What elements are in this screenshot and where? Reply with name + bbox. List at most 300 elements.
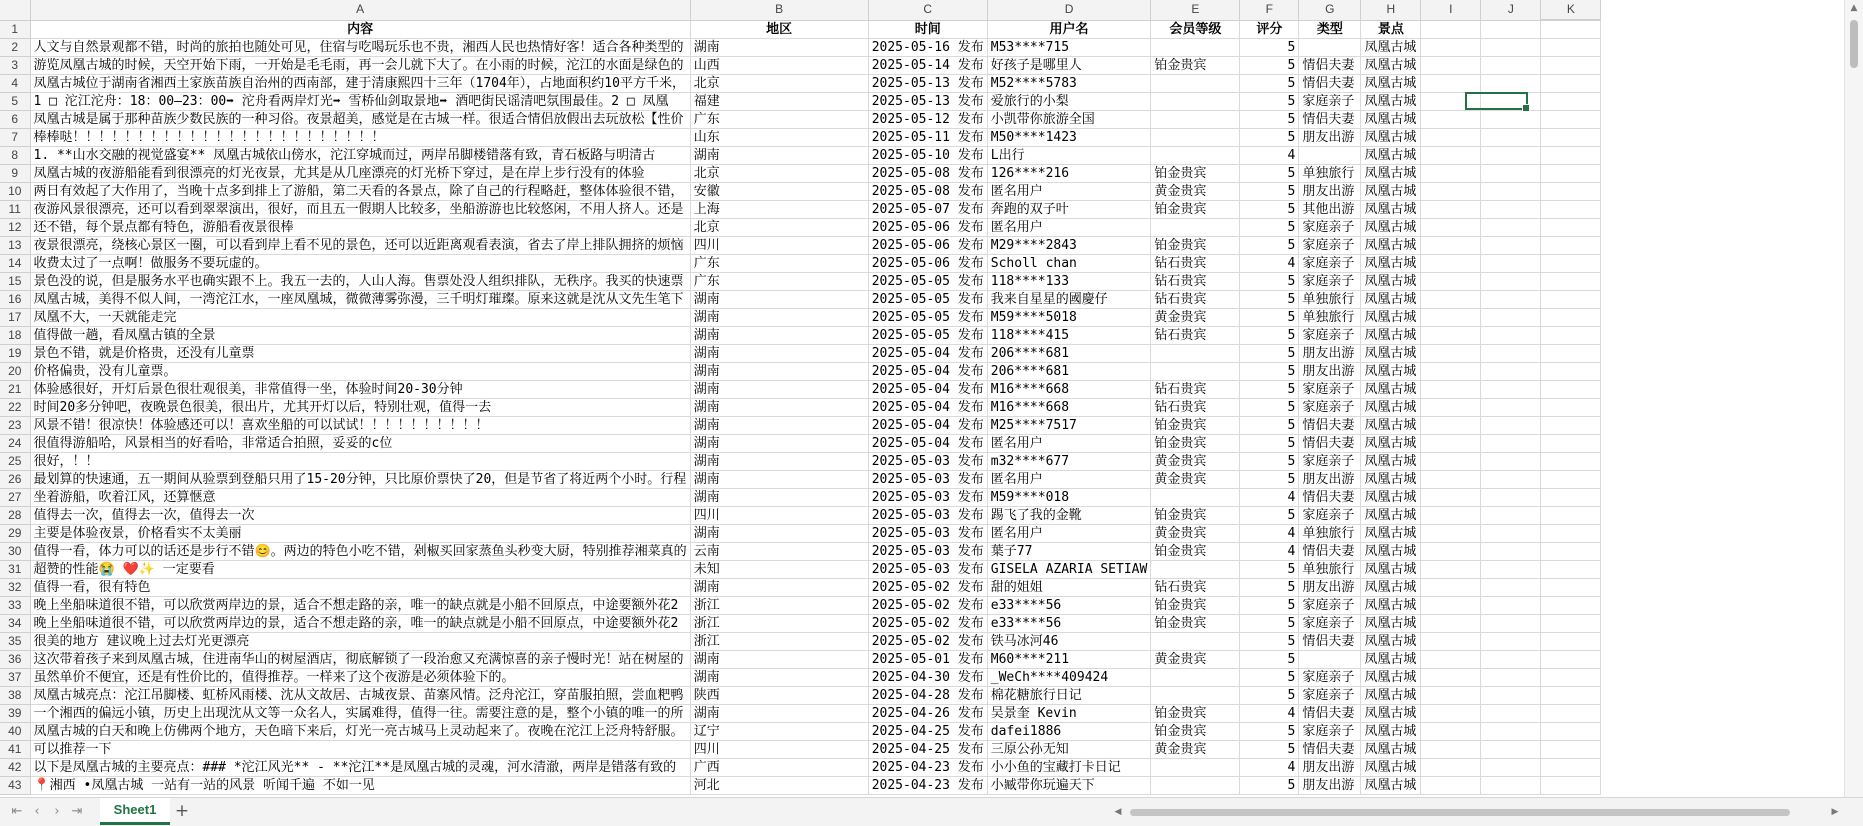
cell-c[interactable]: 2025-05-03 发布 — [868, 507, 987, 525]
cell-a[interactable]: 凤凰古城位于湖南省湘西土家族苗族自治州的西南部，建于清康熙四十三年（1704年），占地面积约10平方千米， — [30, 75, 690, 93]
cell-h[interactable]: 凤凰古城 — [1361, 543, 1421, 561]
cell-b[interactable]: 山东 — [690, 129, 868, 147]
cell-c[interactable]: 2025-05-04 发布 — [868, 417, 987, 435]
horizontal-scroll-thumb[interactable] — [1130, 809, 1790, 816]
cell-i[interactable] — [1421, 111, 1481, 129]
column-header-g[interactable]: G — [1299, 0, 1361, 20]
cell-a[interactable]: 最划算的快速通，五一期间从验票到登船只用了15-20分钟，只比原价票快了20，但是节省了将近两个小时。行程 — [30, 471, 690, 489]
cell-i[interactable] — [1421, 435, 1481, 453]
cell-c[interactable]: 2025-05-06 发布 — [868, 255, 987, 273]
row-header[interactable]: 6 — [0, 111, 30, 129]
cell-i[interactable] — [1421, 543, 1481, 561]
scroll-up-icon[interactable]: ▲ — [1850, 3, 1858, 13]
cell-k[interactable] — [1541, 93, 1601, 111]
cell-d[interactable]: 206****681 — [987, 363, 1151, 381]
cell-e[interactable]: 铂金贵宾 — [1151, 57, 1240, 75]
cell-c[interactable]: 2025-04-23 发布 — [868, 777, 987, 795]
row-header[interactable]: 34 — [0, 615, 30, 633]
sheet-tab-sheet1[interactable]: Sheet1 — [100, 798, 170, 825]
cell-j[interactable] — [1481, 201, 1541, 219]
cell-b[interactable]: 湖南 — [690, 453, 868, 471]
cell-g[interactable]: 家庭亲子 — [1299, 453, 1361, 471]
cell-g[interactable]: 朋友出游 — [1299, 183, 1361, 201]
cell-j[interactable] — [1481, 237, 1541, 255]
header-cell-i[interactable] — [1421, 20, 1481, 39]
cell-j[interactable] — [1481, 435, 1541, 453]
cell-g[interactable]: 情侣夫妻 — [1299, 741, 1361, 759]
cell-f[interactable]: 5 — [1240, 453, 1299, 471]
cell-i[interactable] — [1421, 651, 1481, 669]
cell-i[interactable] — [1421, 273, 1481, 291]
cell-e[interactable]: 铂金贵宾 — [1151, 615, 1240, 633]
cell-j[interactable] — [1481, 687, 1541, 705]
cell-c[interactable]: 2025-05-13 发布 — [868, 75, 987, 93]
cell-e[interactable]: 铂金贵宾 — [1151, 597, 1240, 615]
cell-b[interactable]: 湖南 — [690, 651, 868, 669]
vertical-scrollbar[interactable] — [1844, 0, 1863, 797]
row-header[interactable]: 33 — [0, 597, 30, 615]
cell-h[interactable]: 凤凰古城 — [1361, 93, 1421, 111]
cell-d[interactable]: Scholl chan — [987, 255, 1151, 273]
row-header[interactable]: 16 — [0, 291, 30, 309]
cell-c[interactable]: 2025-05-05 发布 — [868, 273, 987, 291]
cell-d[interactable]: 小臧带你玩遍天下 — [987, 777, 1151, 795]
cell-e[interactable]: 黄金贵宾 — [1151, 471, 1240, 489]
cell-b[interactable]: 湖南 — [690, 327, 868, 345]
cell-k[interactable] — [1541, 165, 1601, 183]
column-header-f[interactable]: F — [1240, 0, 1299, 20]
cell-e[interactable]: 铂金贵宾 — [1151, 435, 1240, 453]
cell-f[interactable]: 5 — [1240, 165, 1299, 183]
cell-f[interactable]: 5 — [1240, 597, 1299, 615]
column-header-h[interactable]: H — [1361, 0, 1421, 20]
cell-c[interactable]: 2025-04-23 发布 — [868, 759, 987, 777]
cell-a[interactable]: 1. **山水交融的视觉盛宴** 凤凰古城依山傍水，沱江穿城而过，两岸吊脚楼错落有致，青石板路与明清古 — [30, 147, 690, 165]
cell-h[interactable]: 凤凰古城 — [1361, 201, 1421, 219]
cell-k[interactable] — [1541, 363, 1601, 381]
cell-g[interactable] — [1299, 39, 1361, 57]
cell-g[interactable]: 朋友出游 — [1299, 345, 1361, 363]
cell-i[interactable] — [1421, 471, 1481, 489]
cell-e[interactable] — [1151, 633, 1240, 651]
cell-i[interactable] — [1421, 633, 1481, 651]
cell-d[interactable]: 甜的姐姐 — [987, 579, 1151, 597]
cell-d[interactable]: 匿名用户 — [987, 525, 1151, 543]
cell-f[interactable]: 5 — [1240, 723, 1299, 741]
cell-c[interactable]: 2025-05-07 发布 — [868, 201, 987, 219]
cell-f[interactable]: 5 — [1240, 687, 1299, 705]
cell-c[interactable]: 2025-04-30 发布 — [868, 669, 987, 687]
row-header[interactable]: 5 — [0, 93, 30, 111]
cell-k[interactable] — [1541, 435, 1601, 453]
cell-a[interactable]: 两日有效起了大作用了，当晚十点多到排上了游船，第二天看的各景点，除了自己的行程略赶，整体体验很不错， — [30, 183, 690, 201]
cell-c[interactable]: 2025-04-28 发布 — [868, 687, 987, 705]
cell-a[interactable]: 很美的地方 建议晚上过去灯光更漂亮 — [30, 633, 690, 651]
cell-e[interactable]: 铂金贵宾 — [1151, 543, 1240, 561]
cell-i[interactable] — [1421, 759, 1481, 777]
cell-j[interactable] — [1481, 345, 1541, 363]
next-sheet-icon[interactable]: › — [54, 804, 60, 819]
cell-i[interactable] — [1421, 201, 1481, 219]
cell-c[interactable]: 2025-05-13 发布 — [868, 93, 987, 111]
cell-i[interactable] — [1421, 219, 1481, 237]
cell-k[interactable] — [1541, 75, 1601, 93]
cell-a[interactable]: 夜景很漂亮，绕核心景区一圈，可以看到岸上看不见的景色，还可以近距离观看表演，省去了岸上排队拥挤的烦恼 — [30, 237, 690, 255]
row-header[interactable]: 35 — [0, 633, 30, 651]
cell-j[interactable] — [1481, 741, 1541, 759]
cell-g[interactable]: 家庭亲子 — [1299, 381, 1361, 399]
column-header-d[interactable]: D — [987, 0, 1151, 20]
cell-c[interactable]: 2025-05-11 发布 — [868, 129, 987, 147]
cell-c[interactable]: 2025-05-03 发布 — [868, 561, 987, 579]
cell-h[interactable]: 凤凰古城 — [1361, 687, 1421, 705]
column-header-b[interactable]: B — [690, 0, 868, 20]
cell-g[interactable]: 朋友出游 — [1299, 579, 1361, 597]
cell-a[interactable]: 这次带着孩子来到凤凰古城，住进南华山的树屋酒店，彻底解锁了一段治愈又充满惊喜的亲子慢时光！站在树屋的 — [30, 651, 690, 669]
cell-e[interactable] — [1151, 345, 1240, 363]
cell-c[interactable]: 2025-05-02 发布 — [868, 597, 987, 615]
cell-d[interactable]: M16****668 — [987, 399, 1151, 417]
cell-k[interactable] — [1541, 741, 1601, 759]
cell-j[interactable] — [1481, 327, 1541, 345]
row-header[interactable]: 15 — [0, 273, 30, 291]
cell-c[interactable]: 2025-05-06 发布 — [868, 237, 987, 255]
cell-h[interactable]: 凤凰古城 — [1361, 165, 1421, 183]
cell-g[interactable]: 家庭亲子 — [1299, 687, 1361, 705]
cell-g[interactable]: 朋友出游 — [1299, 363, 1361, 381]
cell-b[interactable]: 未知 — [690, 561, 868, 579]
cell-h[interactable]: 凤凰古城 — [1361, 597, 1421, 615]
cell-h[interactable]: 凤凰古城 — [1361, 75, 1421, 93]
row-header[interactable]: 29 — [0, 525, 30, 543]
cell-h[interactable]: 凤凰古城 — [1361, 417, 1421, 435]
cell-j[interactable] — [1481, 219, 1541, 237]
cell-a[interactable]: 可以推荐一下 — [30, 741, 690, 759]
cell-d[interactable]: 118****415 — [987, 327, 1151, 345]
cell-i[interactable] — [1421, 345, 1481, 363]
cell-g[interactable]: 单独旅行 — [1299, 525, 1361, 543]
cell-c[interactable]: 2025-05-05 发布 — [868, 291, 987, 309]
cell-a[interactable]: 凤凰古城的白天和晚上仿佛两个地方，天色暗下来后，灯光一亮古城马上灵动起来了。夜晚在沱江上泛舟特舒服。 — [30, 723, 690, 741]
cell-k[interactable] — [1541, 597, 1601, 615]
cell-c[interactable]: 2025-05-16 发布 — [868, 39, 987, 57]
cell-j[interactable] — [1481, 471, 1541, 489]
cell-i[interactable] — [1421, 291, 1481, 309]
cell-g[interactable]: 情侣夫妻 — [1299, 705, 1361, 723]
row-header[interactable]: 21 — [0, 381, 30, 399]
cell-h[interactable]: 凤凰古城 — [1361, 39, 1421, 57]
cell-g[interactable]: 家庭亲子 — [1299, 597, 1361, 615]
cell-j[interactable] — [1481, 453, 1541, 471]
cell-g[interactable]: 朋友出游 — [1299, 129, 1361, 147]
cell-g[interactable] — [1299, 651, 1361, 669]
row-header[interactable]: 25 — [0, 453, 30, 471]
cell-j[interactable] — [1481, 705, 1541, 723]
select-all-corner[interactable] — [0, 0, 30, 20]
cell-j[interactable] — [1481, 507, 1541, 525]
cell-i[interactable] — [1421, 777, 1481, 795]
row-header[interactable]: 40 — [0, 723, 30, 741]
scroll-left-icon[interactable]: ◀ — [1114, 807, 1122, 817]
cell-a[interactable]: 夜游风景很漂亮，还可以看到翠翠演出，很好，而且五一假期人比较多，坐船游游也比较悠闲，不用人挤人。还是 — [30, 201, 690, 219]
cell-k[interactable] — [1541, 147, 1601, 165]
row-header[interactable]: 14 — [0, 255, 30, 273]
cell-k[interactable] — [1541, 579, 1601, 597]
cell-c[interactable]: 2025-05-03 发布 — [868, 525, 987, 543]
cell-h[interactable]: 凤凰古城 — [1361, 309, 1421, 327]
cell-f[interactable]: 5 — [1240, 111, 1299, 129]
cell-j[interactable] — [1481, 417, 1541, 435]
cell-a[interactable]: 值得做一趟，看凤凰古镇的全景 — [30, 327, 690, 345]
cell-b[interactable]: 广西 — [690, 759, 868, 777]
cell-i[interactable] — [1421, 561, 1481, 579]
cell-c[interactable]: 2025-05-05 发布 — [868, 309, 987, 327]
cell-k[interactable] — [1541, 111, 1601, 129]
cell-h[interactable]: 凤凰古城 — [1361, 111, 1421, 129]
cell-c[interactable]: 2025-05-12 发布 — [868, 111, 987, 129]
cell-c[interactable]: 2025-05-02 发布 — [868, 633, 987, 651]
cell-c[interactable]: 2025-05-05 发布 — [868, 327, 987, 345]
cell-g[interactable]: 家庭亲子 — [1299, 273, 1361, 291]
row-header[interactable]: 37 — [0, 669, 30, 687]
cell-j[interactable] — [1481, 525, 1541, 543]
row-header[interactable]: 27 — [0, 489, 30, 507]
cell-d[interactable]: e33****56 — [987, 615, 1151, 633]
cell-k[interactable] — [1541, 309, 1601, 327]
cell-h[interactable]: 凤凰古城 — [1361, 435, 1421, 453]
cell-b[interactable]: 湖南 — [690, 669, 868, 687]
cell-i[interactable] — [1421, 525, 1481, 543]
cell-b[interactable]: 北京 — [690, 165, 868, 183]
horizontal-scrollbar[interactable] — [1110, 804, 1843, 820]
row-header[interactable]: 8 — [0, 147, 30, 165]
cell-g[interactable]: 情侣夫妻 — [1299, 543, 1361, 561]
cell-f[interactable]: 5 — [1240, 561, 1299, 579]
cell-c[interactable]: 2025-05-03 发布 — [868, 471, 987, 489]
cell-i[interactable] — [1421, 741, 1481, 759]
cell-j[interactable] — [1481, 57, 1541, 75]
cell-d[interactable]: 棉花糖旅行日记 — [987, 687, 1151, 705]
cell-h[interactable]: 凤凰古城 — [1361, 219, 1421, 237]
cell-b[interactable]: 湖南 — [690, 345, 868, 363]
cell-h[interactable]: 凤凰古城 — [1361, 291, 1421, 309]
last-sheet-icon[interactable]: ⇥ — [71, 804, 83, 819]
cell-k[interactable] — [1541, 471, 1601, 489]
cell-g[interactable]: 单独旅行 — [1299, 165, 1361, 183]
cell-k[interactable] — [1541, 453, 1601, 471]
cell-c[interactable]: 2025-05-04 发布 — [868, 345, 987, 363]
cell-k[interactable] — [1541, 777, 1601, 795]
cell-c[interactable]: 2025-04-25 发布 — [868, 723, 987, 741]
row-header[interactable]: 23 — [0, 417, 30, 435]
cell-g[interactable]: 家庭亲子 — [1299, 219, 1361, 237]
cell-e[interactable]: 铂金贵宾 — [1151, 165, 1240, 183]
cell-b[interactable]: 广东 — [690, 273, 868, 291]
cell-d[interactable]: 好孩子是哪里人 — [987, 57, 1151, 75]
header-cell-d[interactable]: 用户名 — [987, 20, 1151, 39]
cell-f[interactable]: 5 — [1240, 75, 1299, 93]
cell-b[interactable]: 浙江 — [690, 615, 868, 633]
cell-j[interactable] — [1481, 129, 1541, 147]
cell-b[interactable]: 福建 — [690, 93, 868, 111]
row-header[interactable]: 9 — [0, 165, 30, 183]
cell-e[interactable]: 钻石贵宾 — [1151, 273, 1240, 291]
cell-d[interactable]: 爱旅行的小梨 — [987, 93, 1151, 111]
cell-k[interactable] — [1541, 327, 1601, 345]
cell-b[interactable]: 山西 — [690, 57, 868, 75]
cell-d[interactable]: _WeCh****409424 — [987, 669, 1151, 687]
cell-i[interactable] — [1421, 615, 1481, 633]
cell-e[interactable] — [1151, 489, 1240, 507]
cell-h[interactable]: 凤凰古城 — [1361, 759, 1421, 777]
cell-b[interactable]: 湖南 — [690, 489, 868, 507]
cell-d[interactable]: M59****5018 — [987, 309, 1151, 327]
cell-h[interactable]: 凤凰古城 — [1361, 471, 1421, 489]
cell-i[interactable] — [1421, 417, 1481, 435]
cell-i[interactable] — [1421, 57, 1481, 75]
cell-b[interactable]: 陕西 — [690, 687, 868, 705]
cell-a[interactable]: 值得去一次，值得去一次，值得去一次 — [30, 507, 690, 525]
cell-b[interactable]: 湖南 — [690, 417, 868, 435]
cell-f[interactable]: 5 — [1240, 129, 1299, 147]
scroll-right-icon[interactable]: ▶ — [1831, 807, 1839, 817]
cell-e[interactable] — [1151, 363, 1240, 381]
cell-h[interactable]: 凤凰古城 — [1361, 147, 1421, 165]
cell-i[interactable] — [1421, 39, 1481, 57]
cell-d[interactable]: 匿名用户 — [987, 471, 1151, 489]
cell-h[interactable]: 凤凰古城 — [1361, 57, 1421, 75]
cell-d[interactable]: 吴景奎 Kevin — [987, 705, 1151, 723]
cell-i[interactable] — [1421, 579, 1481, 597]
cell-c[interactable]: 2025-05-04 发布 — [868, 381, 987, 399]
cell-c[interactable]: 2025-05-03 发布 — [868, 543, 987, 561]
cell-g[interactable]: 家庭亲子 — [1299, 615, 1361, 633]
cell-i[interactable] — [1421, 507, 1481, 525]
cell-f[interactable]: 5 — [1240, 381, 1299, 399]
header-cell-f[interactable]: 评分 — [1240, 20, 1299, 39]
cell-e[interactable]: 黄金贵宾 — [1151, 183, 1240, 201]
cell-i[interactable] — [1421, 705, 1481, 723]
cell-h[interactable]: 凤凰古城 — [1361, 579, 1421, 597]
cell-d[interactable]: M50****1423 — [987, 129, 1151, 147]
cell-a[interactable]: 凤凰古城亮点：沱江吊脚楼、虹桥风雨楼、沈从文故居、古城夜景、苗寨风情。泛舟沱江，穿苗服拍照，尝血粑鸭 — [30, 687, 690, 705]
cell-b[interactable]: 湖南 — [690, 705, 868, 723]
cell-b[interactable]: 湖南 — [690, 399, 868, 417]
cell-e[interactable] — [1151, 561, 1240, 579]
cell-b[interactable]: 辽宁 — [690, 723, 868, 741]
row-header[interactable]: 4 — [0, 75, 30, 93]
cell-g[interactable]: 情侣夫妻 — [1299, 435, 1361, 453]
cell-b[interactable]: 湖南 — [690, 435, 868, 453]
cell-k[interactable] — [1541, 39, 1601, 57]
cell-h[interactable]: 凤凰古城 — [1361, 381, 1421, 399]
cell-h[interactable]: 凤凰古城 — [1361, 273, 1421, 291]
cell-j[interactable] — [1481, 669, 1541, 687]
cell-d[interactable]: dafei1886 — [987, 723, 1151, 741]
cell-b[interactable]: 北京 — [690, 75, 868, 93]
cell-e[interactable]: 黄金贵宾 — [1151, 741, 1240, 759]
cell-b[interactable]: 湖南 — [690, 525, 868, 543]
cell-f[interactable]: 4 — [1240, 255, 1299, 273]
cell-h[interactable]: 凤凰古城 — [1361, 561, 1421, 579]
cell-a[interactable]: 风景不错！很凉快！体验感还可以！喜欢坐船的可以试试！！！！！！！！！！ — [30, 417, 690, 435]
cell-c[interactable]: 2025-04-25 发布 — [868, 741, 987, 759]
cell-d[interactable]: m32****677 — [987, 453, 1151, 471]
header-cell-g[interactable]: 类型 — [1299, 20, 1361, 39]
cell-k[interactable] — [1541, 633, 1601, 651]
cell-h[interactable]: 凤凰古城 — [1361, 399, 1421, 417]
row-header[interactable]: 3 — [0, 57, 30, 75]
cell-d[interactable]: 铁马冰河46 — [987, 633, 1151, 651]
cell-j[interactable] — [1481, 543, 1541, 561]
cell-k[interactable] — [1541, 291, 1601, 309]
cell-e[interactable] — [1151, 219, 1240, 237]
cell-d[interactable]: e33****56 — [987, 597, 1151, 615]
cell-d[interactable]: 踢飞了我的金靴 — [987, 507, 1151, 525]
cell-e[interactable] — [1151, 687, 1240, 705]
cell-b[interactable]: 浙江 — [690, 597, 868, 615]
cell-b[interactable]: 四川 — [690, 741, 868, 759]
cell-f[interactable]: 4 — [1240, 525, 1299, 543]
cell-d[interactable]: M60****211 — [987, 651, 1151, 669]
cell-e[interactable] — [1151, 147, 1240, 165]
row-header[interactable]: 38 — [0, 687, 30, 705]
cell-c[interactable]: 2025-05-02 发布 — [868, 615, 987, 633]
cell-i[interactable] — [1421, 399, 1481, 417]
cell-a[interactable]: 人文与自然景观都不错，时尚的旅拍也随处可见，住宿与吃喝玩乐也不贵，湘西人民也热情好客！适合各种类型的 — [30, 39, 690, 57]
header-cell-c[interactable]: 时间 — [868, 20, 987, 39]
cell-i[interactable] — [1421, 489, 1481, 507]
cell-e[interactable] — [1151, 129, 1240, 147]
cell-b[interactable]: 湖南 — [690, 39, 868, 57]
cell-g[interactable]: 单独旅行 — [1299, 561, 1361, 579]
cell-i[interactable] — [1421, 597, 1481, 615]
cell-j[interactable] — [1481, 489, 1541, 507]
cell-a[interactable]: 值得一看，很有特色 — [30, 579, 690, 597]
cell-a[interactable]: 主要是体验夜景，价格看实不太美丽 — [30, 525, 690, 543]
cell-k[interactable] — [1541, 543, 1601, 561]
cell-g[interactable]: 情侣夫妻 — [1299, 57, 1361, 75]
cell-a[interactable]: 游览凤凰古城的时候，天空开始下雨，一开始是毛毛雨，再一会儿就下大了。在小雨的时候，沱江的水面是绿色的 — [30, 57, 690, 75]
cell-d[interactable]: M29****2843 — [987, 237, 1151, 255]
row-header[interactable]: 11 — [0, 201, 30, 219]
cell-g[interactable]: 家庭亲子 — [1299, 237, 1361, 255]
prev-sheet-icon[interactable]: ‹ — [34, 804, 40, 819]
cell-h[interactable]: 凤凰古城 — [1361, 777, 1421, 795]
cell-e[interactable] — [1151, 759, 1240, 777]
cell-d[interactable]: 匿名用户 — [987, 183, 1151, 201]
cell-a[interactable]: 体验感很好，开灯后景色很壮观很美，非常值得一坐，体验时间20-30分钟 — [30, 381, 690, 399]
cell-a[interactable]: 棒棒哒！！！！！！！！！！！！！！！！！！！！！！！！ — [30, 129, 690, 147]
cell-k[interactable] — [1541, 345, 1601, 363]
cell-c[interactable]: 2025-05-08 发布 — [868, 183, 987, 201]
cell-e[interactable]: 铂金贵宾 — [1151, 507, 1240, 525]
cell-j[interactable] — [1481, 255, 1541, 273]
cell-g[interactable]: 家庭亲子 — [1299, 723, 1361, 741]
cell-a[interactable]: 凤凰不大，一天就能走完 — [30, 309, 690, 327]
cell-a[interactable]: 景色不错，就是价格贵，还没有儿童票 — [30, 345, 690, 363]
cell-c[interactable]: 2025-05-04 发布 — [868, 399, 987, 417]
cell-h[interactable]: 凤凰古城 — [1361, 363, 1421, 381]
cell-g[interactable]: 单独旅行 — [1299, 291, 1361, 309]
row-header[interactable]: 42 — [0, 759, 30, 777]
cell-a[interactable]: 很好，！！ — [30, 453, 690, 471]
cell-k[interactable] — [1541, 615, 1601, 633]
cell-f[interactable]: 5 — [1240, 345, 1299, 363]
cell-k[interactable] — [1541, 651, 1601, 669]
cell-d[interactable]: 126****216 — [987, 165, 1151, 183]
cell-k[interactable] — [1541, 255, 1601, 273]
